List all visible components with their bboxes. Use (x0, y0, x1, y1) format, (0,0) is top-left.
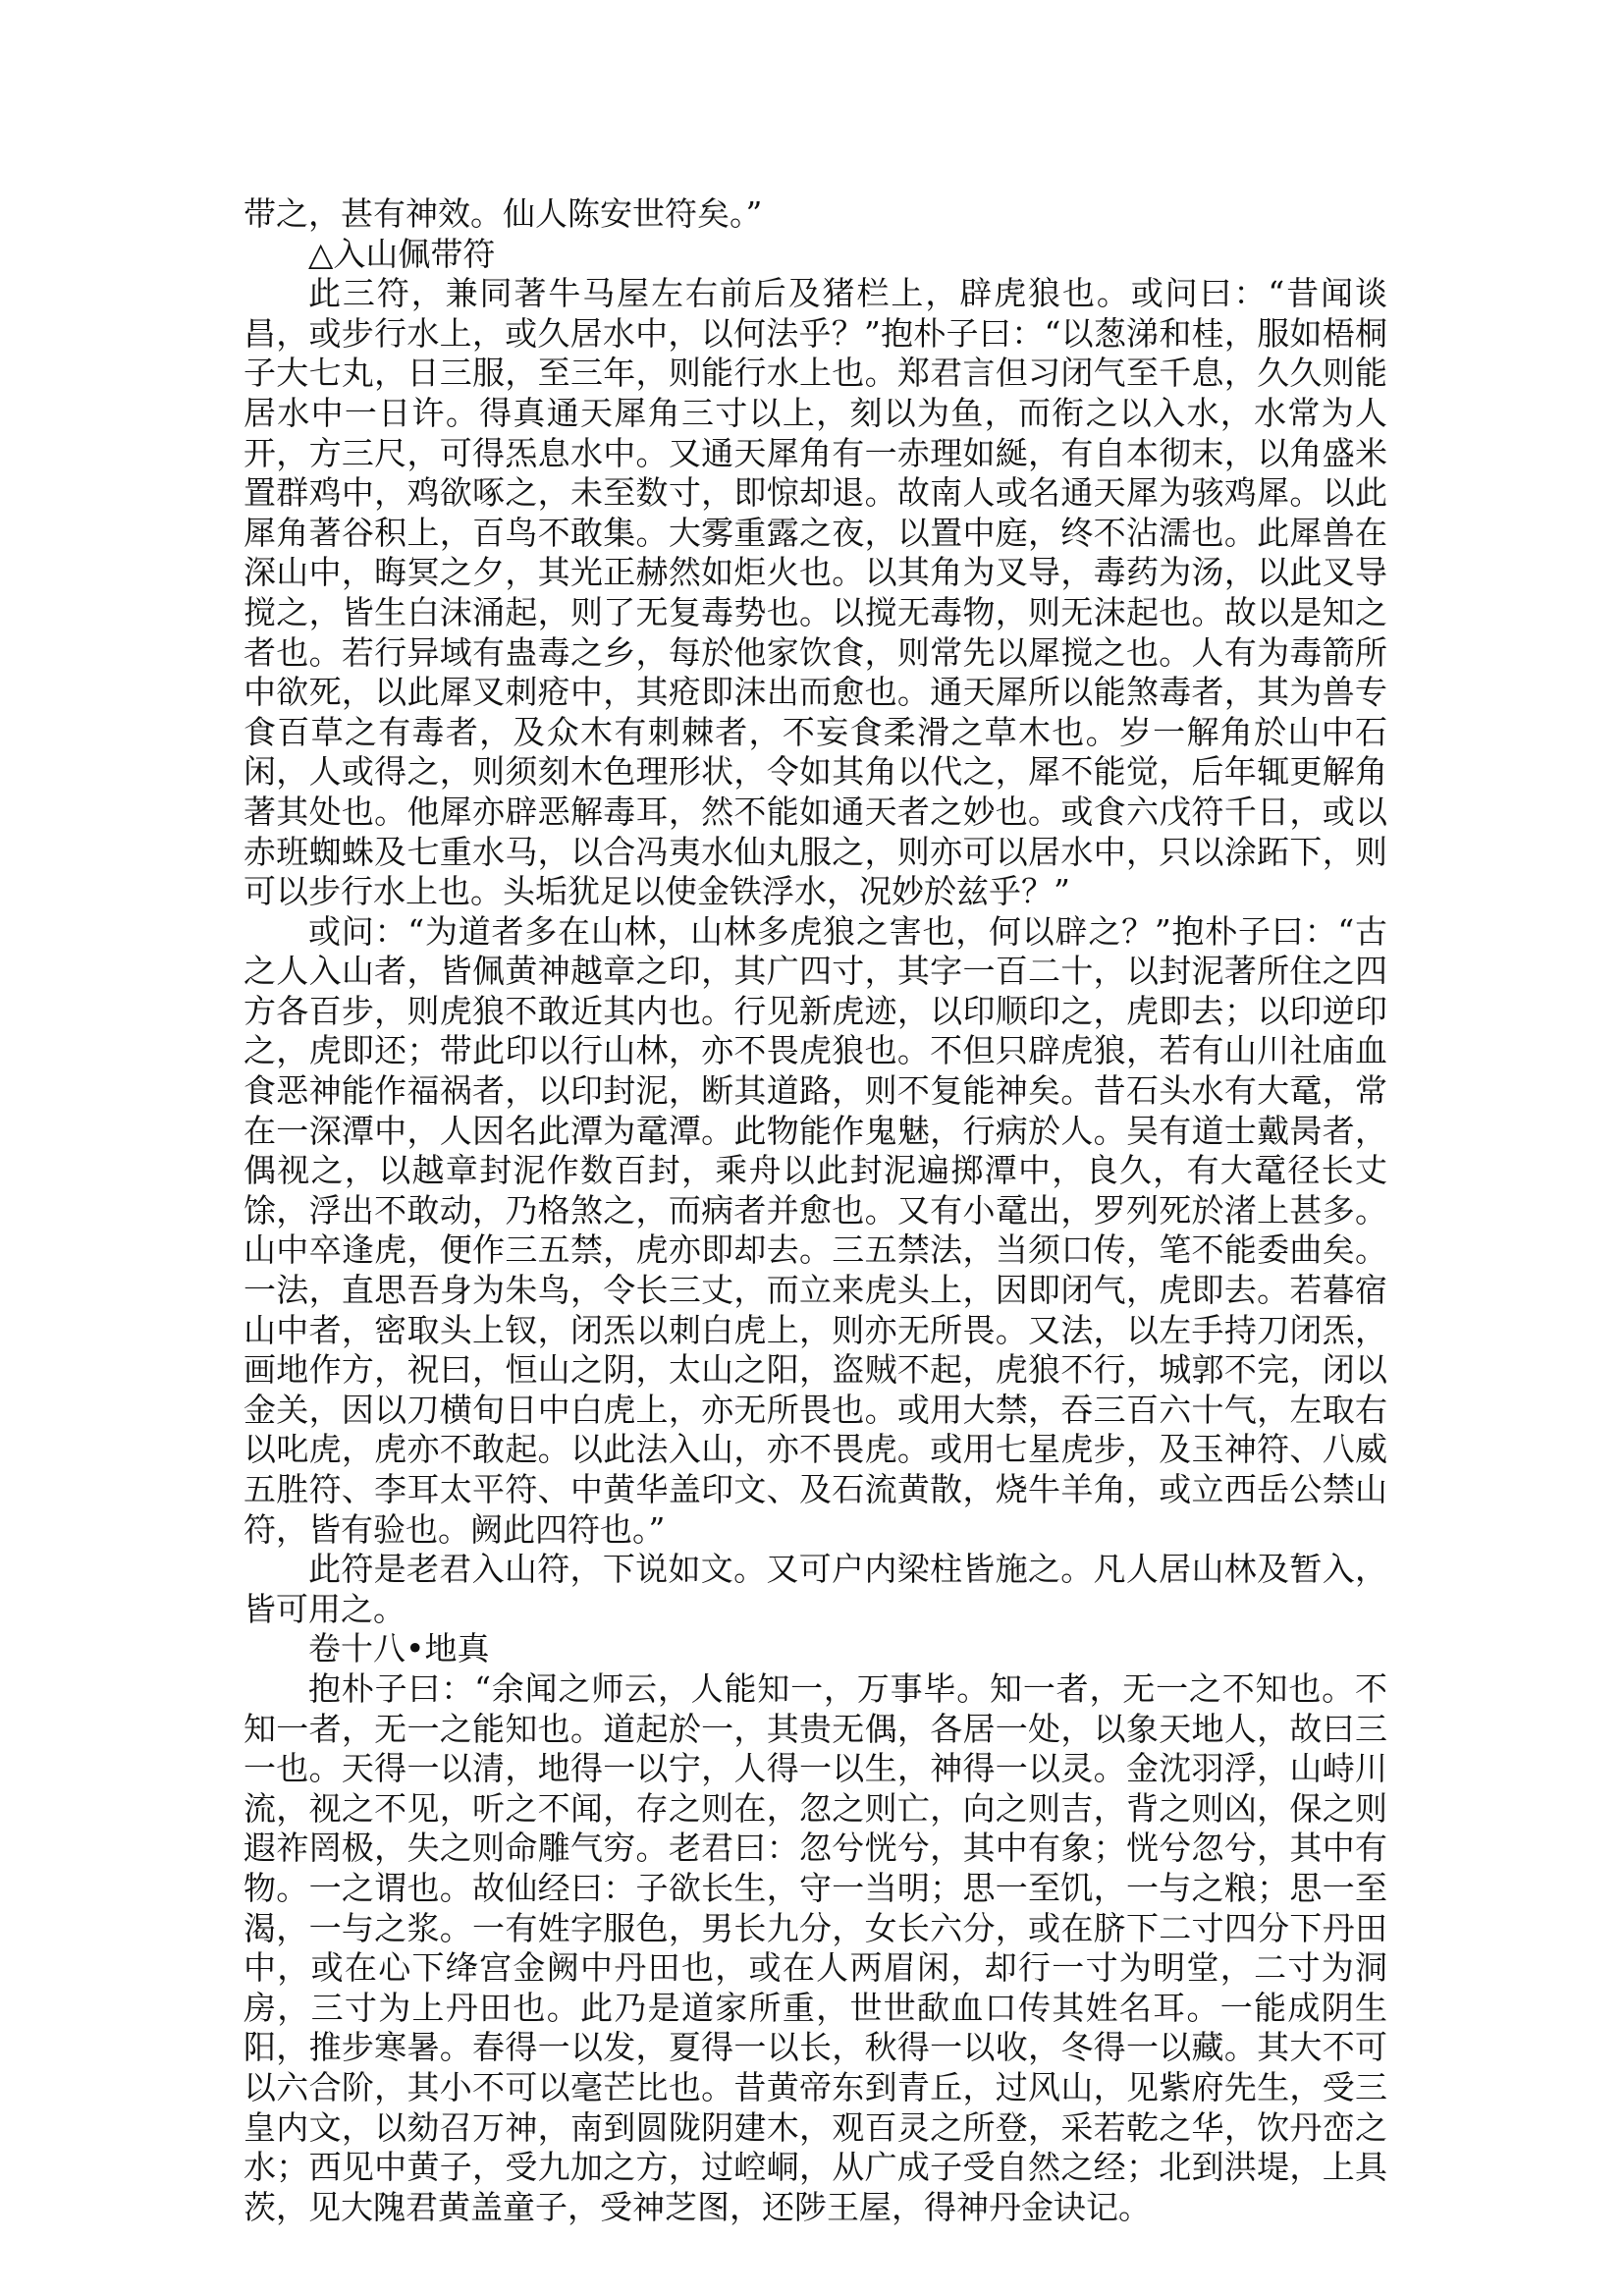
paragraph-laojun-talisman: 此符是老君入山符，下说如文。又可户内梁柱皆施之。凡人居山林及暂入，皆可用之。 (243, 1550, 1387, 1628)
chapter-heading-dizhen: 卷十八•地真 (308, 1629, 490, 1668)
section-heading-mountain-talisman: △入山佩带符 (308, 234, 496, 273)
document-page (243, 194, 1387, 2227)
paragraph-knowing-the-one: 抱朴子曰：“余闻之师云，人能知一，万事毕。知一者，无一之不知也。不知一者，无一之能知也。道起於一，其贵无偶，各居一处，以象天地人，故曰三一也。天得一以清，地得一以宁，人得一以生，神得一以灵。金沈羽浮，山峙川流，视之不见，听之不闻，存之则在，忽之则亡，向之则吉，背之则凶，保之则遐祚罔极，失之则命雕气穷。老君曰：忽兮恍兮，其中有象；恍兮忽兮，其中有物。一之谓也。故仙经曰：子欲长生，守一当明；思一至饥，一与之粮；思一至渴，一与之浆。一有姓字服色，男长九分，女长六分，或在脐下二寸四分下丹田中，或在心下绛宫金阙中丹田也，或在人两眉闲，却行一寸为明堂，二寸为洞房，三寸为上丹田也。此乃是道家所重，世世歃血口传其姓名耳。一能成阴生阳，推步寒暑。春得一以发，夏得一以长，秋得一以收，冬得一以藏。其大不可以六合阶，其小不可以毫芒比也。昔黄帝东到青丘，过风山，见紫府先生，受三皇内文，以劾召万神，南到圆陇阴建木，观百灵之所登，采若乾之华，饮丹峦之水；西见中黄子，受九加之方，过崆峒，从广成子受自然之经；北到洪堤，上具茨，见大隗君黄盖童子，受神芝图，还陟王屋，得神丹金诀记。 (243, 1668, 1387, 2226)
paragraph-rhinoceros-horn: 此三符，兼同著牛马屋左右前后及猪栏上，辟虎狼也。或问曰：“昔闻谈昌，或步行水上，或久居水中，以何法乎？”抱朴子曰：“以葱涕和桂，服如梧桐子大七丸，日三服，至三年，则能行水上也。郑君言但习闭气至千息，久久则能居水中一日许。得真通天犀角三寸以上，刻以为鱼，而衔之以入水，水常为人开，方三尺，可得炁息水中。又通天犀角有一赤理如綖，有自本彻末，以角盛米置群鸡中，鸡欲啄之，未至数寸，即惊却退。故南人或名通天犀为骇鸡犀。以此犀角著谷积上，百鸟不敢集。大雾重露之夜，以置中庭，终不沾濡也。此犀兽在深山中，晦冥之夕，其光正赫然如炬火也。以其角为叉导，毒药为汤，以此叉导搅之，皆生白沫涌起，则了无复毒势也。以搅无毒物，则无沫起也。故以是知之者也。若行异域有蛊毒之乡，每於他家饮食，则常先以犀搅之也。人有为毒箭所中欲死，以此犀叉刺疮中，其疮即沫出而愈也。通天犀所以能煞毒者，其为兽专食百草之有毒者，及众木有刺棘者，不妄食柔滑之草木也。岁一解角於山中石闲，人或得之，则须刻木色理形状，令如其角以代之，犀不能觉，后年辄更解角著其处也。他犀亦辟恶解毒耳，然不能如通天者之妙也。或食六戊符千日，或以赤班蜘蛛及七重水马，以合冯夷水仙丸服之，则亦可以居水中，只以涂跖下，则可以步行水上也。头垢犹足以使金铁浮水，况妙於兹乎？” (243, 274, 1387, 911)
paragraph-continuation: 带之，甚有神效。仙人陈安世符矣。” (243, 194, 763, 233)
paragraph-tiger-wolf: 或问：“为道者多在山林，山林多虎狼之害也，何以辟之？”抱朴子曰：“古之人入山者，皆佩黄神越章之印，其广四寸，其字一百二十，以封泥著所住之四方各百步，则虎狼不敢近其内也。行见新虎迹，以印顺印之，虎即去；以印逆印之，虎即还；带此印以行山林，亦不畏虎狼也。不但只辟虎狼，若有山川社庙血食恶神能作福祸者，以印封泥，断其道路，则不复能神矣。昔石头水有大鼋，常在一深潭中，人因名此潭为鼋潭。此物能作鬼魅，行病於人。吴有道士戴昺者，偶视之，以越章封泥作数百封，乘舟以此封泥遍掷潭中，良久，有大鼋径长丈馀，浮出不敢动，乃格煞之，而病者并愈也。又有小鼋出，罗列死於渚上甚多。山中卒逢虎，便作三五禁，虎亦即却去。三五禁法，当须口传，笔不能委曲矣。一法，直思吾身为朱鸟，令长三丈，而立来虎头上，因即闭气，虎即去。若暮宿山中者，密取头上钗，闭炁以刺白虎上，则亦无所畏。又法，以左手持刀闭炁，画地作方，祝曰，恒山之阴，太山之阳，盗贼不起，虎狼不行，城郭不完，闭以金关，因以刀横旬日中白虎上，亦无所畏也。或用大禁，吞三百六十气，左取右以叱虎，虎亦不敢起。以此法入山，亦不畏虎。或用七星虎步，及玉神符、八威五胜符、李耳太平符、中黄华盖印文、及石流黄散，烧牛羊角，或立西岳公禁山符，皆有验也。阙此四符也。” (243, 911, 1387, 1549)
